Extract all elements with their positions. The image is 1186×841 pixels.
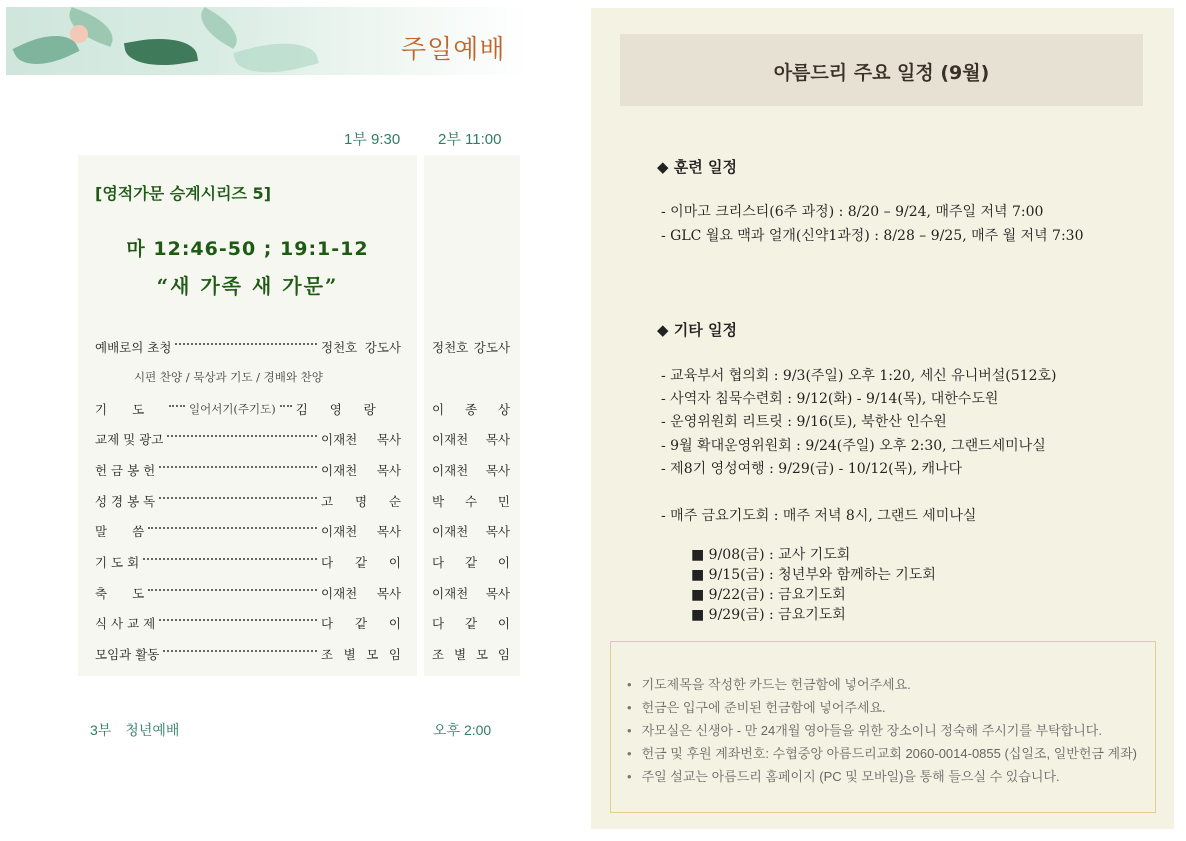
order-second-value: 다 같 이 bbox=[432, 616, 510, 631]
order-value: 다 같 이 bbox=[321, 616, 401, 631]
page-title: 주일예배 bbox=[401, 35, 506, 65]
order-label: 기 도 bbox=[95, 402, 145, 417]
schedule-title-box bbox=[620, 34, 1143, 106]
order-row bbox=[95, 645, 401, 663]
friday-item: ■ 9/22(금) : 금요기도회 bbox=[691, 587, 846, 603]
notice-item: • 기도제목을 작성한 카드는 헌금함에 넣어주세요. bbox=[627, 674, 1137, 697]
order-label: 교제 및 광고 bbox=[95, 432, 164, 447]
training-item: - GLC 월요 맥과 얼개(신약1과정) : 8/28 – 9/25, 매주 월 저녁 7:30 bbox=[661, 228, 1084, 244]
order-value: 조 별 모 임 bbox=[321, 647, 401, 662]
order-second-value: 이 종 상 bbox=[432, 402, 510, 417]
order-label: 예배로의 초청 bbox=[95, 340, 172, 355]
order-second-value: 이재천 목사 bbox=[432, 463, 510, 478]
order-value: 정천호 강도사 bbox=[321, 340, 401, 355]
schedule-page bbox=[591, 8, 1174, 829]
order-second-value: 박 수 민 bbox=[432, 494, 510, 509]
flower-icon bbox=[70, 25, 88, 43]
order-label: 모임과 활동 bbox=[95, 647, 160, 662]
order-second-value: 조 별 모 임 bbox=[432, 647, 510, 662]
header-banner bbox=[6, 7, 528, 75]
order-second-value: 이재천 목사 bbox=[432, 586, 510, 601]
youth-service-time: 오후 2:00 bbox=[433, 722, 492, 738]
order-label: 기 도 회 bbox=[95, 555, 140, 570]
order-second-value: 다 같 이 bbox=[432, 555, 510, 570]
other-heading: ◆ 기타 일정 bbox=[657, 321, 737, 339]
order-row bbox=[95, 584, 401, 602]
notice-box bbox=[610, 641, 1156, 813]
order-subline: 시편 찬양 / 묵상과 기도 / 경배와 찬양 bbox=[134, 370, 323, 384]
order-second-value: 이재천 목사 bbox=[432, 432, 510, 447]
other-item: - 제8기 영성여행 : 9/29(금) - 10/12(목), 캐나다 bbox=[661, 461, 963, 477]
order-row bbox=[95, 338, 401, 356]
order-row bbox=[95, 522, 401, 540]
sermon-scripture: 마 12:46-50 ; 19:1-12 bbox=[126, 238, 369, 260]
training-heading: ◆ 훈련 일정 bbox=[657, 158, 737, 176]
other-item: - 9월 확대운영위원회 : 9/24(주일) 오후 2:30, 그랜드세미나실 bbox=[661, 438, 1046, 454]
order-value: 고 명 순 bbox=[321, 494, 401, 509]
leaf-decoration bbox=[124, 31, 198, 73]
order-note: 일어서기(주기도) bbox=[189, 402, 276, 416]
other-item: - 교육부서 협의회 : 9/3(주일) 오후 1:20, 세신 유니버설(512호) bbox=[661, 368, 1057, 384]
schedule-title: 아름드리 주요 일정 (9월) bbox=[773, 62, 990, 84]
friday-item: ■ 9/08(금) : 교사 기도회 bbox=[691, 547, 851, 563]
sermon-title: “새 가족 새 가문” bbox=[156, 274, 339, 298]
notice-item: • 주일 설교는 아름드리 홈페이지 (PC 및 모바일)을 통해 들으실 수 있습니다. bbox=[627, 766, 1137, 789]
order-label: 성 경 봉 독 bbox=[95, 494, 156, 509]
order-row bbox=[95, 492, 401, 510]
order-label: 식 사 교 제 bbox=[95, 616, 156, 631]
order-value: 다 같 이 bbox=[321, 555, 401, 570]
youth-service-label: 3부 청년예배 bbox=[90, 722, 180, 738]
order-value: 이재천 목사 bbox=[321, 524, 401, 539]
notice-item: • 헌금 및 후원 계좌번호: 수협중앙 아름드리교회 2060-0014-0855 (십일조, 일반헌금 계좌) bbox=[627, 743, 1137, 766]
notice-item: • 헌금은 입구에 준비된 헌금함에 넣어주세요. bbox=[627, 697, 1137, 720]
order-second-value: 정천호 강도사 bbox=[432, 340, 510, 355]
other-item: - 운영위원회 리트릿 : 9/16(토), 북한산 인수원 bbox=[661, 414, 947, 430]
order-label: 말 씀 bbox=[95, 524, 145, 539]
order-row bbox=[95, 553, 401, 571]
training-item: - 이마고 크리스티(6주 과정) : 8/20 – 9/24, 매주일 저녁 7:00 bbox=[661, 204, 1044, 220]
order-value: 이재천 목사 bbox=[321, 586, 401, 601]
service-first-time: 1부 9:30 bbox=[344, 131, 401, 148]
service-second-time: 2부 11:00 bbox=[438, 131, 502, 148]
order-label: 헌 금 봉 헌 bbox=[95, 463, 156, 478]
order-row bbox=[95, 400, 401, 418]
sermon-series: [영적가문 승계시리즈 5] bbox=[95, 184, 272, 203]
friday-prayer: - 매주 금요기도회 : 매주 저녁 8시, 그랜드 세미나실 bbox=[661, 508, 977, 524]
friday-item: ■ 9/15(금) : 청년부와 함께하는 기도회 bbox=[691, 567, 936, 583]
order-value: 이재천 목사 bbox=[321, 463, 401, 478]
order-row bbox=[95, 430, 401, 448]
order-second-value: 이재천 목사 bbox=[432, 524, 510, 539]
notice-item: • 자모실은 신생아 - 만 24개월 영아들을 위한 장소이니 정숙해 주시기를 부탁합니다. bbox=[627, 720, 1137, 743]
order-label: 축 도 bbox=[95, 586, 145, 601]
leaf-decoration bbox=[233, 32, 319, 75]
notice-list bbox=[627, 674, 1137, 789]
order-value: 이재천 목사 bbox=[321, 432, 401, 447]
other-item: - 사역자 침묵수련회 : 9/12(화) - 9/14(목), 대한수도원 bbox=[661, 391, 999, 407]
leaf-decoration bbox=[194, 7, 245, 49]
order-row bbox=[95, 461, 401, 479]
friday-item: ■ 9/29(금) : 금요기도회 bbox=[691, 607, 846, 623]
order-value: 김 영 랑 bbox=[295, 402, 376, 417]
order-row bbox=[95, 614, 401, 632]
